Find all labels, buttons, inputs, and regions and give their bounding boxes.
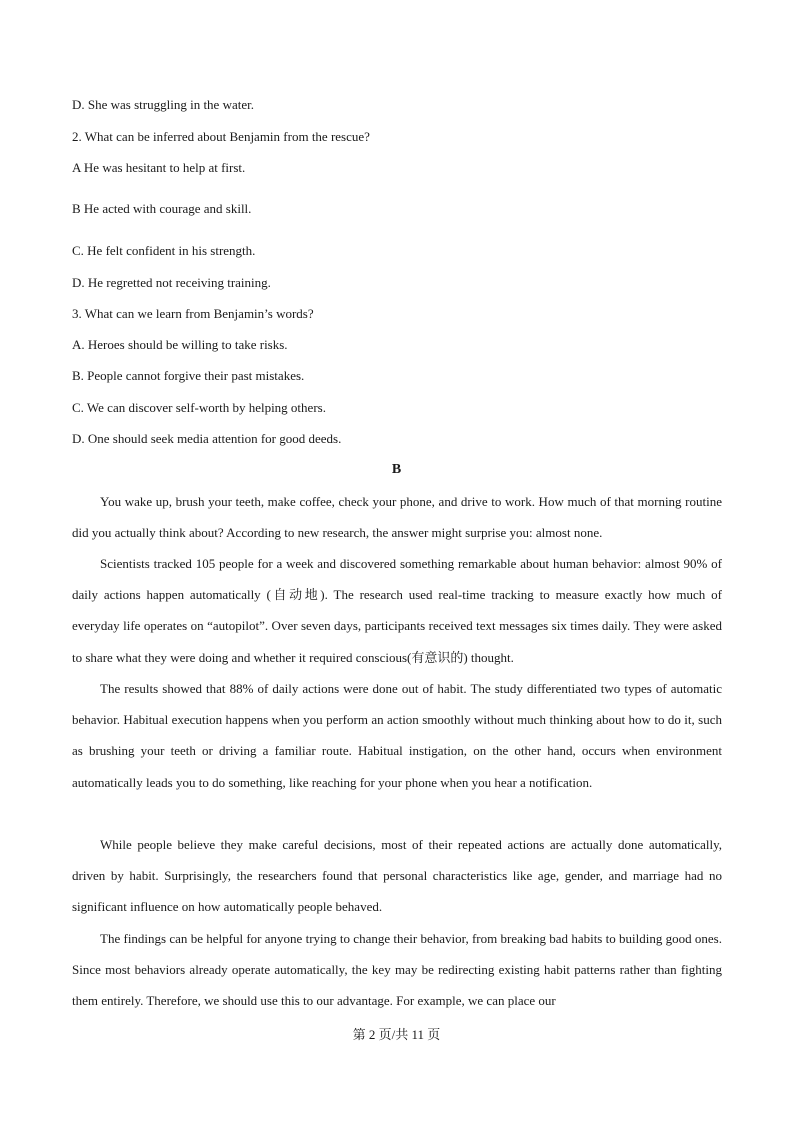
q2-option-d: D. He regretted not receiving training. xyxy=(72,275,271,290)
passage-paragraph-2: Scientists tracked 105 people for a week and discovered something remarkable about human behavior: almost 90% of daily actions happen automatically (自动地). The research used real-time tracking to measure exactly how much of everyday life operates on “autopilot”. Over seven days, participants received text messages six times daily. They were asked to share what they were doing and whether it required conscious(有意识的) thought. xyxy=(72,556,722,665)
passage-heading: B xyxy=(391,462,402,477)
q2-option-a: A He was hesitant to help at first. xyxy=(72,160,246,175)
q3-option-d: D. One should seek media attention for good deeds. xyxy=(72,431,342,446)
page-number-footer: 第 2 页/共 11 页 xyxy=(352,1027,441,1042)
q3-option-a: A. Heroes should be willing to take risks. xyxy=(72,337,288,352)
q2-stem: 2. What can be inferred about Benjamin from the rescue? xyxy=(72,129,370,144)
q3-option-b: B. People cannot forgive their past mistakes. xyxy=(72,368,305,383)
passage-paragraph-3: The results showed that 88% of daily actions were done out of habit. The study differentiated two types of automatic behavior. Habitual execution happens when you perform an action smoothly without much thinking about how to do it, such as brushing your teeth or driving a familiar route. Habitual instigation, on the other hand, occurs when environment automatically leads you to do something, like reaching for your phone when you hear a notification. xyxy=(72,681,722,790)
passage-paragraph-4: While people believe they make careful decisions, most of their repeated actions are actually done automatically, driven by habit. Surprisingly, the researchers found that personal characteristics like age, gender, and marriage had no significant influence on how automatically people behaved. xyxy=(72,837,722,915)
q2-option-c: C. He felt confident in his strength. xyxy=(72,243,256,258)
passage-paragraph-5: The findings can be helpful for anyone trying to change their behavior, from breaking bad habits to building good ones. Since most behaviors already operate automatically, the key may be redirecting existing habit patterns rather than fighting them entirely. Therefore, we should use this to our advantage. For example, we can place our xyxy=(72,931,722,1009)
passage-paragraph-1: You wake up, brush your teeth, make coffee, check your phone, and drive to work. How much of that morning routine did you actually think about? According to new research, the answer might surprise you: almost none. xyxy=(72,494,722,541)
q3-option-c: C. We can discover self-worth by helping others. xyxy=(72,400,326,415)
q3-stem: 3. What can we learn from Benjamin’s words? xyxy=(72,306,314,321)
q1-option-d: D. She was struggling in the water. xyxy=(72,97,254,112)
q2-option-b: B He acted with courage and skill. xyxy=(72,201,252,216)
